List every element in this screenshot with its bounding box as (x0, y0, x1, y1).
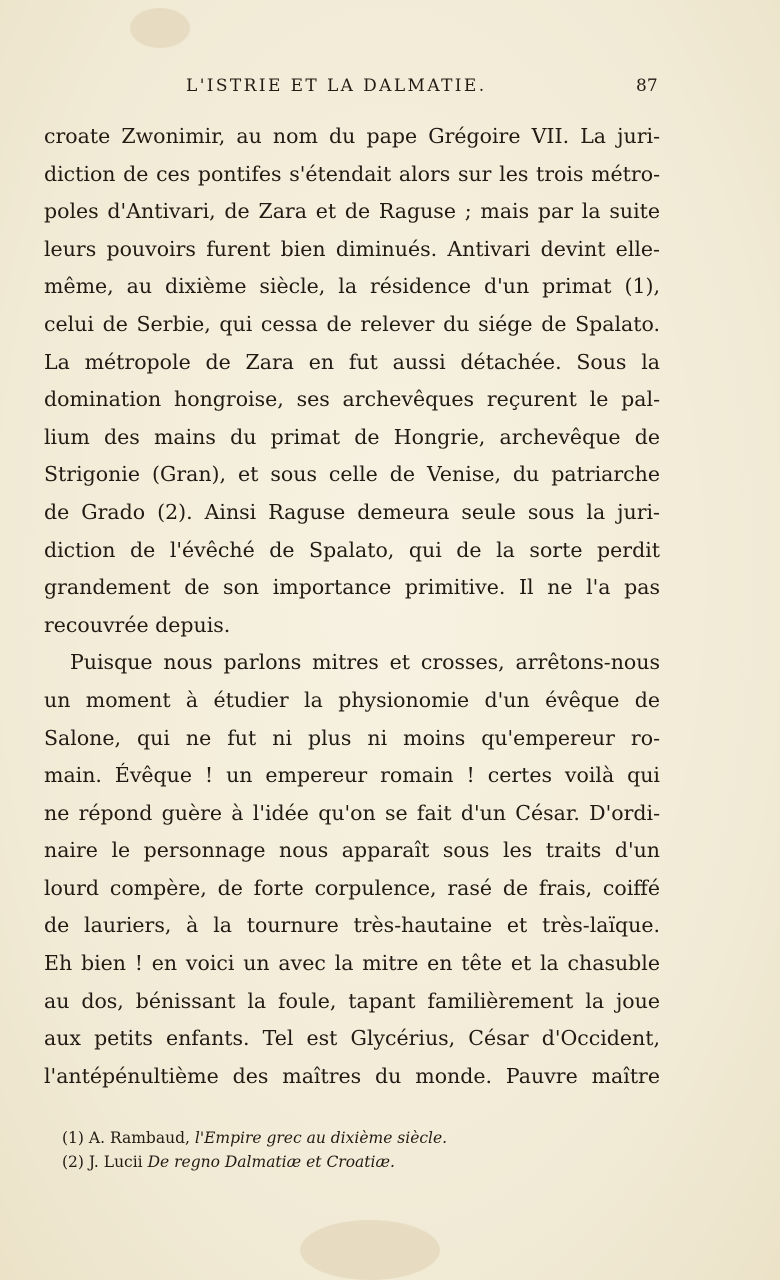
text-line: l'antépénultième des maîtres du monde. Pauvre maître (44, 1063, 660, 1088)
text-line: diction de ces pontifes s'étendait alors sur les trois métro- (44, 161, 660, 186)
footnote-title: De regno Dalmatiæ et Croatiæ. (147, 1153, 395, 1171)
page-number: 87 (636, 76, 658, 96)
text-line: Eh bien ! en voici un avec la mitre en tête et la chasuble (44, 951, 660, 976)
text-line: de lauriers, à la tournure très-hautaine et très-laïque. (44, 913, 660, 938)
paper-stain (130, 8, 190, 48)
text-line: aux petits enfants. Tel est Glycérius, César d'Occident, (44, 1026, 660, 1051)
text-line: leurs pouvoirs furent bien diminués. Antivari devint elle- (44, 236, 660, 261)
text-line: lourd compère, de forte corpulence, rasé de frais, coiffé (44, 875, 660, 900)
text-line: main. Évêque ! un empereur romain ! certes voilà qui (44, 763, 660, 788)
text-line: grandement de son importance primitive. Il ne l'a pas (44, 575, 660, 600)
text-line: un moment à étudier la physionomie d'un évêque de (44, 687, 660, 712)
footnote (62, 1150, 622, 1174)
text-line: au dos, bénissant la foule, tapant familièrement la joue (44, 988, 660, 1013)
text-line: croate Zwonimir, au nom du pape Grégoire VII. La juri- (44, 124, 660, 148)
text-line: recouvrée depuis. (44, 612, 231, 637)
text-line: celui de Serbie, qui cessa de relever du siége de Spalato. (44, 311, 660, 336)
footnote (62, 1126, 622, 1150)
body-text (44, 118, 660, 1095)
text-line: même, au dixième siècle, la résidence d'un primat (1), (44, 274, 660, 299)
footnote-marker: (1) (62, 1129, 84, 1147)
footnote-title: l'Empire grec au dixième siècle. (194, 1129, 448, 1147)
footnote-marker: (2) (62, 1153, 84, 1171)
text-line: Salone, qui ne fut ni plus ni moins qu'empereur ro- (44, 725, 660, 750)
text-line: lium des mains du primat de Hongrie, archevêque de (44, 424, 660, 449)
text-line: de Grado (2). Ainsi Raguse demeura seule sous la juri- (44, 499, 660, 524)
text-line: La métropole de Zara en fut aussi détachée. Sous la (44, 349, 660, 374)
footnote-author: J. Lucii (88, 1153, 143, 1171)
text-line: Strigonie (Gran), et sous celle de Venise, du patriarche (44, 462, 660, 487)
text-line: diction de l'évêché de Spalato, qui de la sorte perdit (44, 537, 660, 562)
text-line: ne répond guère à l'idée qu'on se fait d'un César. D'ordi- (44, 800, 660, 825)
footnotes (62, 1126, 622, 1174)
text-line: poles d'Antivari, de Zara et de Raguse ; mais par la suite (44, 199, 660, 224)
paragraph-first-line: Puisque nous parlons mitres et crosses, arrêtons-nous (70, 650, 660, 675)
text-line: naire le personnage nous apparaît sous les traits d'un (44, 838, 660, 863)
footnote-author: A. Rambaud, (88, 1129, 190, 1147)
running-title: L'ISTRIE ET LA DALMATIE. (186, 76, 487, 96)
text-line: domination hongroise, ses archevêques reçurent le pal- (44, 387, 660, 412)
paper-stain (300, 1220, 440, 1280)
